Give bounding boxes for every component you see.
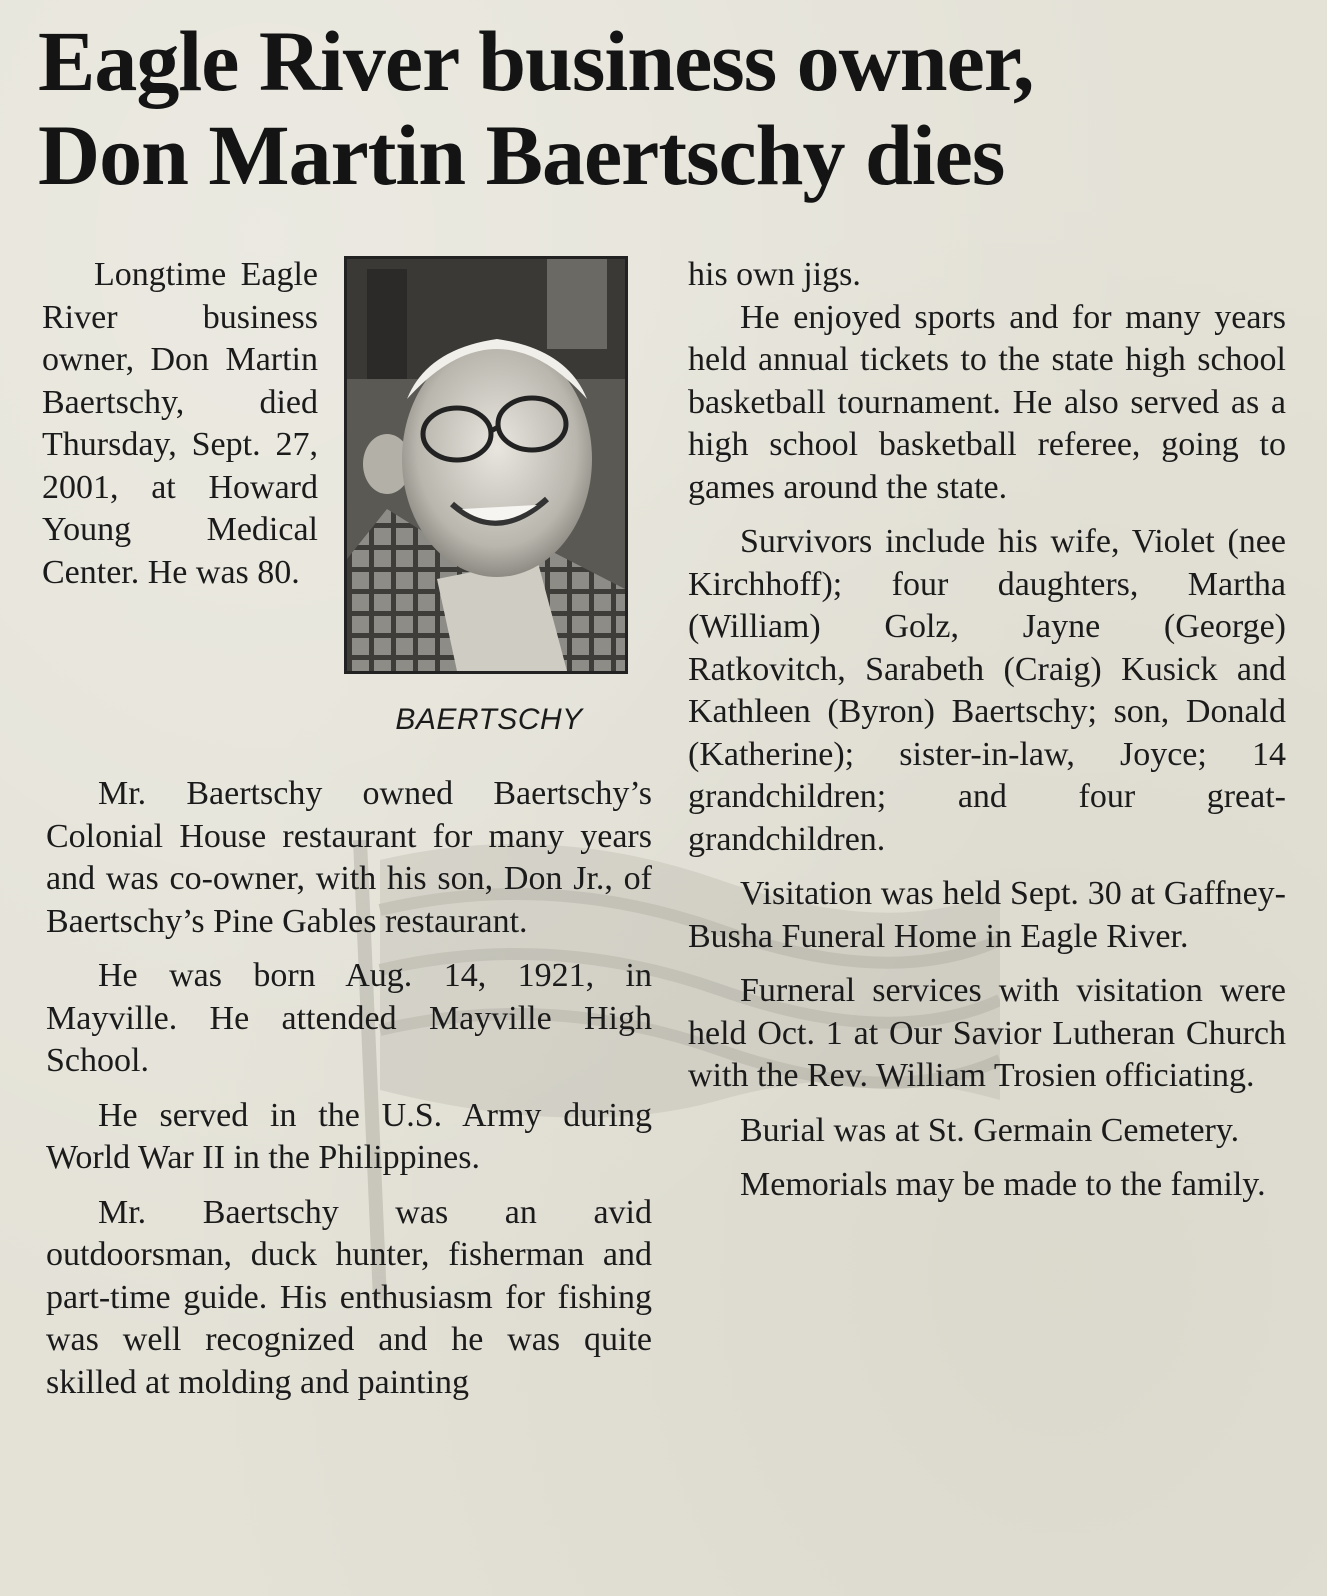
paragraph-burial: Burial was at St. Germain Cemetery. (740, 1111, 1240, 1149)
headline (38, 14, 1298, 202)
right-column (688, 254, 1286, 1207)
paragraph-restaurants: Mr. Baertschy owned Baertschy’s Colonial House restaurant for many years and was co-owner, with his son, Don Jr., of Baertschy’s Pine Gables restaurant. (46, 775, 652, 940)
photo-caption: BAERTSCHY (395, 703, 583, 736)
paragraph-services: Furneral services with visitation were held Oct. 1 at Our Savior Lutheran Church with the Rev. William Trosien officiating. (688, 972, 1286, 1094)
headline-line-2: Don Martin Baertschy dies (38, 107, 1005, 203)
paragraph-continuation: his own jigs. (688, 256, 861, 293)
paragraph-visitation: Visitation was held Sept. 30 at Gaffney-Busha Funeral Home in Eagle River. (688, 875, 1286, 955)
paragraph-outdoors: Mr. Baertschy was an avid outdoorsman, duck hunter, fisherman and part-time guide. His enthusiasm for fishing was well recognized and he was quite skilled at molding and painting (46, 1193, 652, 1401)
paragraph-military: He served in the U.S. Army during World War II in the Philippines. (46, 1096, 652, 1176)
portrait-photo (344, 256, 628, 674)
paragraph-memorials: Memorials may be made to the family. (740, 1166, 1266, 1203)
lead-column (42, 254, 318, 594)
paragraph-sports: He enjoyed sports and for many years held annual tickets to the state high school basketball tournament. He also served as a high school basketball referee, going to games around the state. (688, 298, 1286, 506)
portrait-photo-icon (347, 259, 625, 671)
paragraph-survivors: Survivors include his wife, Violet (nee Kirchhoff); four daughters, Martha (William) Golz, Jayne (George) Ratkovitch, Sarabeth (Craig) Kusick and Kathleen (Byron) Baertschy; son, Donald (Katherine); sister-in-law, Joyce; 14 grandchildren; and four great-grandchildren. (688, 523, 1286, 858)
headline-line-1: Eagle River business owner, (38, 13, 1034, 109)
paragraph-birth: He was born Aug. 14, 1921, in Mayville. He attended Mayville High School. (46, 957, 652, 1079)
left-column (46, 773, 652, 1404)
lead-paragraph: Longtime Eagle River business owner, Don Martin Baertschy, died Thursday, Sept. 27, 2001, at Howard Young Medical Center. He was 80. (42, 256, 318, 591)
